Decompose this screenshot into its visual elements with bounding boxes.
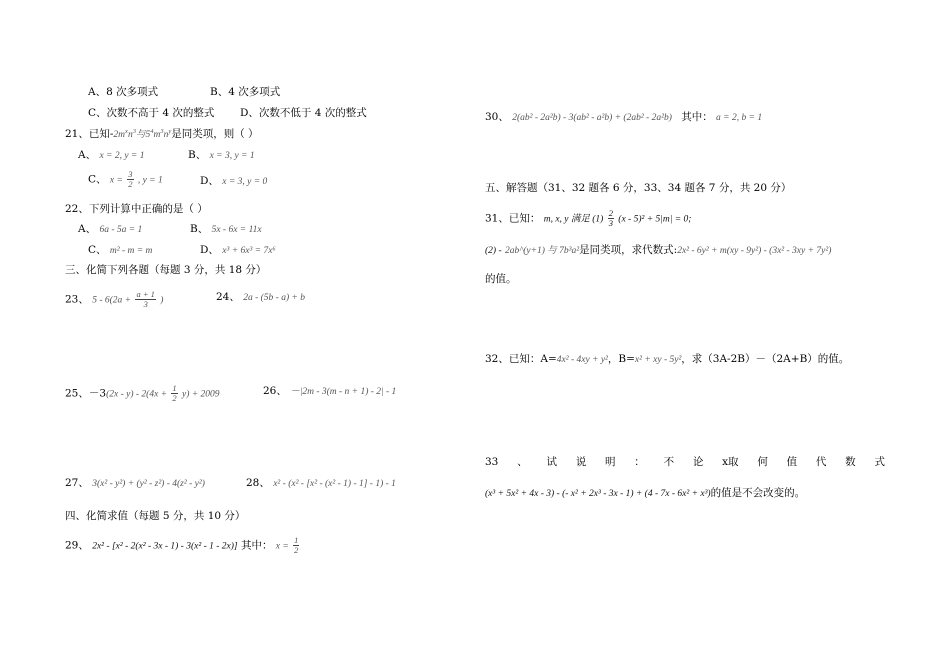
q22-a-value: 6a - 5a = 1	[99, 225, 143, 235]
q25-pre: (2x - y) - 2(4x +	[106, 389, 168, 400]
q21-option-a	[78, 148, 144, 163]
q22-d-value: x³ + 6x³ = 7x⁶	[222, 246, 276, 256]
q33-word: 值	[786, 456, 798, 468]
q32-b-expr: x² + xy - 5y²	[634, 355, 682, 365]
q22-d-label: D、	[200, 244, 219, 256]
q33-word: 不	[663, 456, 675, 468]
q21-b-label: B、	[188, 149, 207, 161]
q31-like-terms: 2ab^(y+1) 与 7b³a²	[504, 246, 580, 256]
q21-c-label: C、	[88, 173, 107, 186]
q29-expression: 2x² - [x² - 2(x² - 3x - 1) - 3(x² - 1 - 2x)]	[92, 541, 238, 552]
q22-a-label: A、	[78, 223, 97, 235]
q21-a-value: x = 2, y = 1	[99, 151, 145, 161]
q29	[65, 536, 300, 555]
q21-b-value: x = 3, y = 1	[209, 151, 255, 161]
q22-b-value: 5x - 6x = 11x	[211, 225, 262, 235]
q33-word: 33	[485, 456, 499, 468]
q29-label: 29、	[65, 539, 89, 552]
q33-word: 数	[845, 456, 856, 468]
q20-option-a: A、8 次多项式	[88, 86, 159, 98]
q21-text: 是同类项，则（ ）	[171, 128, 259, 140]
q21-expression: $2m^xn^3$与$5^4m^3n^y$	[113, 128, 172, 140]
q30	[485, 110, 762, 125]
q28-expression: x² - (x² - [x² - (x² - 1) - 1] - 1) - 1	[273, 479, 396, 489]
q22-b-label: B、	[190, 223, 209, 235]
q26-expression: －|2m - 3(m - n + 1) - 2| - 1	[290, 387, 397, 397]
q32-a-expr: 4x² - 4xy + y²	[556, 355, 608, 365]
q33-word: 代	[815, 456, 827, 468]
q29-fraction: $\frac{1}{2}$	[294, 535, 299, 555]
q30-where: 其中：	[681, 111, 713, 123]
q30-expression: 2(ab² - 2a²b) - 3(ab² - a²b) + (2ab² - 2a²b)	[512, 113, 672, 123]
q21-question	[65, 127, 259, 142]
q21-prefix: 21、已知-	[65, 128, 114, 140]
q25-label: 25、	[65, 387, 89, 400]
q21-c-fraction: $\frac{3}{2}$	[128, 169, 133, 189]
q31-expression: 2x² - 6y² + m(xy - 9y²) - (3x² - 3xy + 7y²)	[677, 246, 832, 256]
q20-option-c: C、次数不高于 4 次的整式	[88, 107, 215, 119]
q22-c-value: m² - m = m	[109, 246, 153, 256]
q24-expression: 2a - (5b - a) + b	[243, 293, 306, 303]
q33-word: 说	[575, 456, 587, 468]
q31-l2-pre: (2) -	[485, 246, 502, 256]
section-4-title: 四、化简求值（每题 5 分，共 10 分）	[65, 510, 246, 522]
q22-option-a	[78, 222, 142, 237]
q33-line1	[485, 455, 885, 469]
q23	[65, 290, 163, 309]
q32	[485, 352, 849, 367]
q22-option-c	[88, 243, 152, 258]
q32-post: ，求（3A-2B）－（2A+B）的值。	[681, 353, 850, 365]
q33-expression: (x³ + 5x² + 4x - 3) - (- x² + 2x³ - 3x - 1) + (4 - 7x - 6x² + x³)	[485, 489, 711, 499]
q21-c-pre: x =	[109, 175, 123, 186]
q27	[65, 476, 205, 491]
q31-line2	[485, 243, 831, 258]
q33-word: 式	[874, 456, 885, 468]
q20-option-d: D、次数不低于 4 次的整式	[240, 107, 367, 119]
q21-option-c	[88, 170, 163, 189]
q31-line1	[485, 209, 691, 228]
q25-dash: －3	[88, 387, 107, 400]
q21-a-label: A、	[78, 149, 97, 161]
q26-label: 26、	[263, 385, 287, 397]
q31-vars: m, x, y 满足 (1)	[543, 214, 604, 225]
section-3-title: 三、化简下列各题（每题 3 分，共 18 分）	[65, 264, 267, 276]
q30-condition: a = 2, b = 1	[716, 113, 763, 123]
q21-option-d	[200, 174, 267, 189]
q31-l2-text: 是同类项，求代数式:	[579, 244, 678, 256]
q21-d-label: D、	[200, 175, 219, 187]
q25	[65, 384, 220, 403]
q22-c-label: C、	[88, 244, 107, 256]
q23-pre: 5 - 6(2a +	[92, 295, 132, 306]
q21-d-value: x = 3, y = 0	[222, 177, 268, 187]
q28-label: 28、	[246, 477, 270, 489]
q33-line2	[485, 486, 805, 501]
q21-option-b	[188, 148, 255, 163]
q20-option-b: B、4 次多项式	[210, 86, 281, 98]
q29-pre: x =	[275, 541, 289, 552]
q28	[246, 476, 396, 491]
q32-prefix: 32、已知：A=	[485, 353, 557, 365]
q26	[263, 384, 396, 399]
q33-word: x取	[722, 456, 739, 468]
q33-word: ：	[634, 456, 645, 468]
q32-mid: ，B=	[607, 353, 635, 365]
q31-line3: 的值。	[485, 273, 517, 285]
q31-label: 31、已知：	[485, 212, 541, 225]
q33-word: 、	[517, 456, 528, 468]
q31-fraction: $\frac{2}{3}$	[608, 208, 613, 228]
q22-option-d	[200, 243, 276, 258]
q25-post: y) + 2009	[182, 389, 220, 400]
q21-c-post: , y = 1	[137, 175, 163, 186]
section-5-title: 五、解答题（31、32 题各 6 分，33、34 题各 7 分，共 20 分）	[485, 182, 792, 194]
q22-question: 22、下列计算中正确的是（ ）	[65, 203, 208, 215]
q33-post: 的值是不会改变的。	[710, 487, 806, 499]
q31-condition: (x - 5)² + 5|m| = 0;	[618, 214, 692, 225]
q24	[216, 290, 305, 305]
q33-word: 论	[692, 456, 704, 468]
q29-where: 其中：	[240, 539, 273, 552]
q24-label: 24、	[216, 291, 240, 303]
q27-label: 27、	[65, 477, 89, 489]
q23-post: )	[160, 295, 164, 306]
q23-label: 23、	[65, 293, 89, 306]
q23-fraction: $\frac{a + 1}{3}$	[136, 289, 155, 309]
q25-fraction: $\frac{1}{2}$	[172, 383, 177, 403]
q30-label: 30、	[485, 111, 509, 123]
q33-word: 何	[757, 456, 768, 468]
q33-word: 明	[605, 456, 616, 468]
q33-word: 试	[546, 456, 557, 468]
q22-option-b	[190, 222, 262, 237]
q27-expression: 3(x² - y²) + (y² - z²) - 4(z² - y²)	[92, 479, 205, 489]
